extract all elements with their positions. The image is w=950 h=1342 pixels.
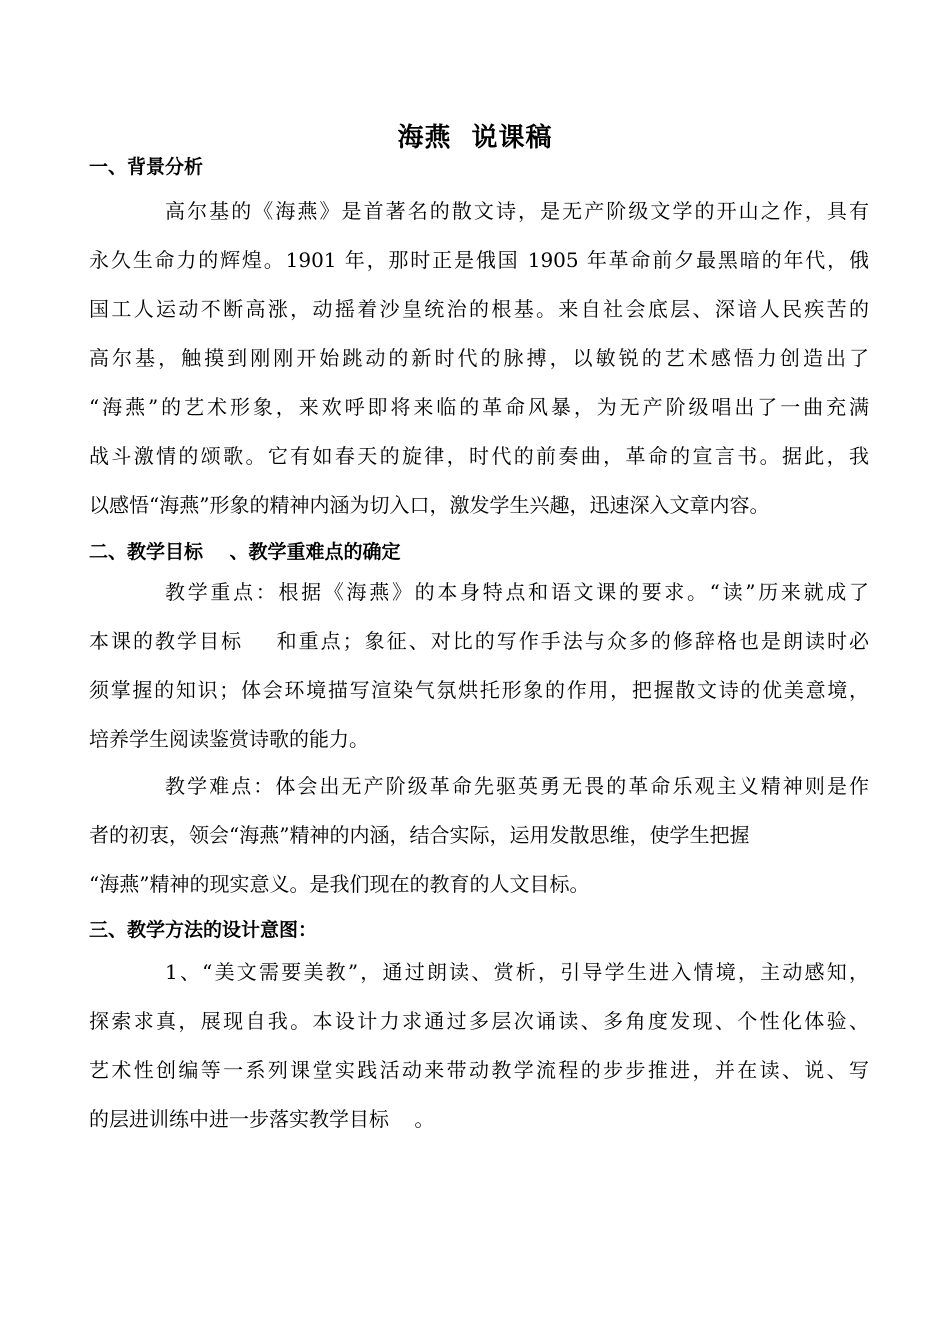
text-line: 国工人运动不断高涨，动摇着沙皇统治的根基。来自社会底层、深谙人民疾苦的 <box>89 297 869 321</box>
paragraph-difficult-points <box>89 762 869 909</box>
text-line: 以感悟“海燕”形象的精神内涵为切入口，激发学生兴趣，迅速深入文章内容。 <box>89 493 770 517</box>
text-line: 探索求真，展现自我。本设计力求通过多层次诵读、多角度发现、个性化体验、 <box>89 1009 869 1033</box>
text-line: 教学难点：体会出无产阶级革命先驱英勇无畏的革命乐观主义精神则是作 <box>165 774 869 798</box>
text-line: 永久生命力的辉煌。1901 年，那时正是俄国 1905 年革命前夕最黑暗的年代，俄 <box>89 248 869 272</box>
paragraph-methods <box>89 948 869 1144</box>
text-line: 高尔基的《海燕》是首著名的散文诗，是无产阶级文学的开山之作，具有 <box>165 199 869 223</box>
text-line: 艺术性创编等一系列课堂实践活动来带动教学流程的步步推进，并在读、说、写 <box>89 1058 869 1082</box>
text-line: 高尔基，触摸到刚刚开始跳动的新时代的脉搏，以敏锐的艺术感悟力创造出了 <box>89 346 869 370</box>
text-line: 教学重点：根据《海燕》的本身特点和语文课的要求。“读”历来就成了 <box>165 580 869 604</box>
text-line: 须掌握的知识；体会环境描写渲染气氛烘托形象的作用，把握散文诗的优美意境， <box>89 678 869 702</box>
text-line: 战斗激情的颂歌。它有如春天的旋律，时代的前奏曲，革命的宣言书。据此，我 <box>89 444 869 468</box>
text-line: “海燕”的艺术形象，来欢呼即将来临的革命风暴，为无产阶级唱出了一曲充满 <box>89 395 869 419</box>
text-line: 的层进训练中进一步落实教学目标 。 <box>89 1107 435 1131</box>
section-heading-methods: 三、教学方法的设计意图： <box>89 919 318 941</box>
text-line: “海燕”精神的现实意义。是我们现在的教育的人文目标。 <box>89 872 590 896</box>
page-title: 海燕 说课稿 <box>397 123 553 153</box>
text-line: 者的初衷，领会“海燕”精神的内涵，结合实际，运用发散思维，使学生把握 <box>89 823 750 847</box>
section-heading-background: 一、背景分析 <box>89 156 204 178</box>
text-line: 本课的教学目标 和重点；象征、对比的写作手法与众多的修辞格也是朗读时必 <box>89 629 869 653</box>
text-line: 1、“美文需要美教”，通过朗读、赏析，引导学生进入情境，主动感知， <box>165 960 869 984</box>
paragraph-background <box>89 187 869 530</box>
section-heading-objectives: 二、教学目标 、教学重难点的确定 <box>89 541 401 563</box>
paragraph-key-points <box>89 568 869 764</box>
text-line: 培养学生阅读鉴赏诗歌的能力。 <box>89 727 369 751</box>
